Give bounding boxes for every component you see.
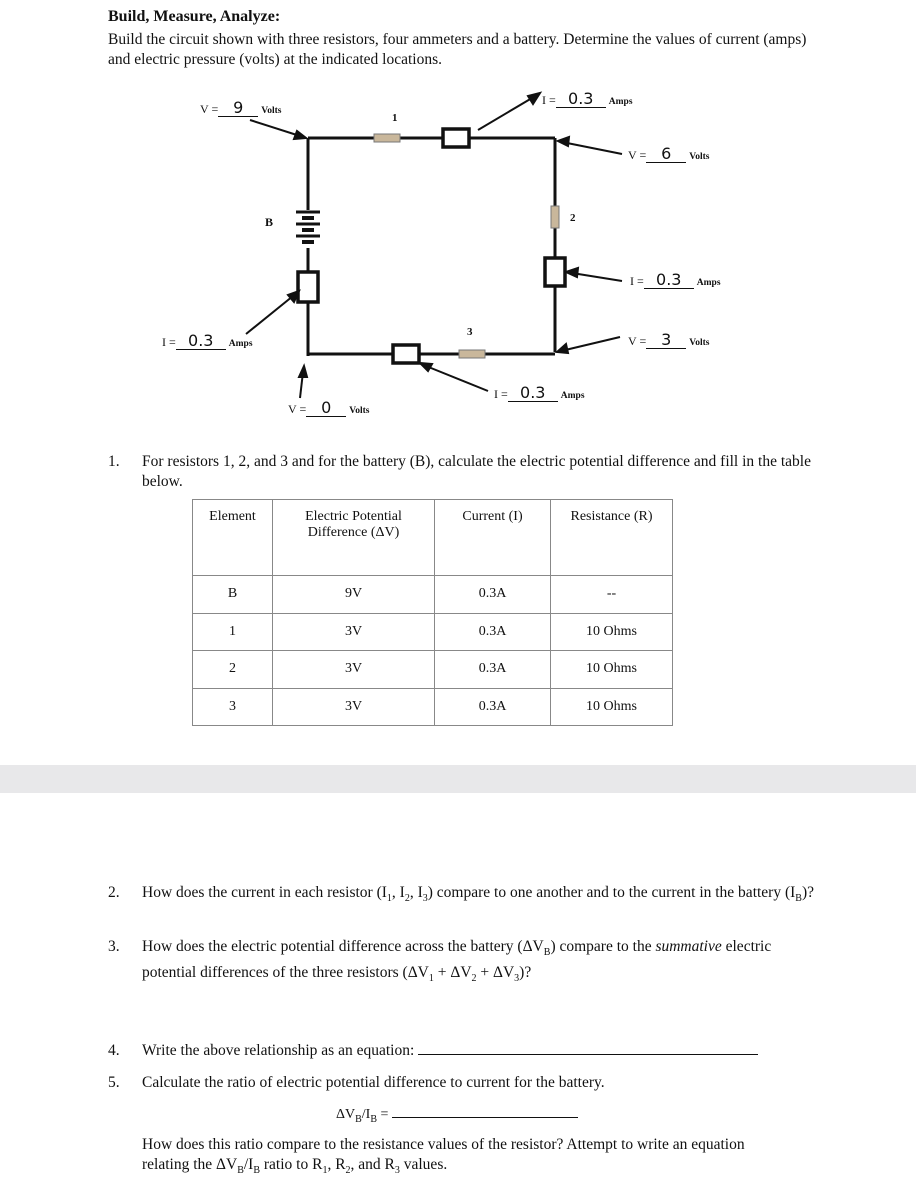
reading-value: 0.3 [508, 385, 558, 402]
reading-value: 0 [306, 400, 346, 417]
question-4 [108, 1041, 828, 1063]
reading-unit: Amps [560, 391, 585, 401]
reading-i-right-mid [630, 272, 721, 289]
table-row [193, 651, 673, 689]
circuit-diagram [0, 0, 916, 440]
table-cell: 2 [193, 651, 273, 689]
reading-i-top-right [542, 91, 633, 108]
reading-v-right-lower [628, 332, 709, 349]
question-number: 3. [108, 938, 120, 955]
probe-arrow-i-bottom [426, 366, 488, 391]
table-row [193, 576, 673, 614]
probe-arrow-v-right-upper [562, 142, 622, 154]
worksheet-title: Build, Measure, Analyze: [108, 8, 281, 25]
ratio-equation: $\Delta V_B/I_B$ = [336, 1105, 636, 1127]
reading-prefix: I = [162, 335, 176, 349]
reading-value: 0.3 [556, 91, 606, 108]
page-divider [0, 765, 916, 793]
probe-arrow-i-right-mid [572, 273, 622, 281]
table-cell: 3V [273, 613, 435, 651]
question-text: For resistors 1, 2, and 3 and for the battery (B), calculate the electric potential difference and fill in the table below. [142, 453, 811, 490]
table-cell: 0.3A [435, 688, 551, 726]
table-cell: 10 Ohms [551, 651, 673, 689]
resistor-3-label: 3 [467, 326, 473, 338]
table-cell: 0.3A [435, 576, 551, 614]
resistor-1 [374, 134, 400, 142]
reading-v-bottom-left [288, 400, 369, 417]
question-number: 2. [108, 884, 120, 901]
ammeter-bottom [393, 345, 419, 363]
probe-arrow-i-top-right [478, 98, 532, 130]
reading-unit: Amps [608, 97, 633, 107]
table-cell: 1 [193, 613, 273, 651]
resistor-1-label: 1 [392, 112, 398, 124]
probe-arrow-v-top-left [250, 120, 300, 136]
table-row [193, 613, 673, 651]
question-number: 1. [108, 453, 120, 470]
reading-prefix: V = [200, 102, 219, 116]
question-text: Write the above relationship as an equation: [142, 1041, 822, 1061]
probe-arrow-v-right-lower [561, 337, 620, 351]
reading-value: 3 [646, 332, 686, 349]
reading-value: 0.3 [176, 333, 226, 350]
reading-i-bottom [494, 385, 585, 402]
reading-v-top-left [200, 100, 281, 117]
question-number: 4. [108, 1042, 120, 1059]
question-2 [108, 883, 828, 927]
resistor-2-label: 2 [570, 212, 576, 224]
table-cell: 0.3A [435, 613, 551, 651]
table-cell: 9V [273, 576, 435, 614]
table-cell: 10 Ohms [551, 613, 673, 651]
question-5 [108, 1073, 828, 1095]
results-table [192, 499, 673, 726]
ammeter-right [545, 258, 565, 286]
reading-unit: Amps [696, 278, 721, 288]
table-cell: B [193, 576, 273, 614]
question-text: How does the electric potential difference across the battery $(\Delta V_B)$ compare to the summative electric potential differences of the three resistors $(\Delta V_1 + \Delta V_2 + \Delta V_3)$? [142, 938, 772, 985]
table-cell: 3 [193, 688, 273, 726]
header-resistance: Resistance (R) [551, 500, 673, 576]
table-cell: 3V [273, 688, 435, 726]
reading-v-right-upper [628, 146, 709, 163]
answer-blank[interactable] [418, 1054, 758, 1055]
question-text: How does the current in each resistor ($I_1$, $I_2$, $I_3$) compare to one another and to the current in the battery $(I_B)$? [142, 884, 815, 905]
header-potential-difference: Electric Potential Difference (ΔV) [273, 500, 435, 576]
reading-prefix: V = [628, 148, 647, 162]
reading-value: 0.3 [644, 272, 694, 289]
reading-unit: Volts [689, 338, 710, 348]
reading-unit: Amps [228, 339, 253, 349]
resistor-2 [551, 206, 559, 228]
worksheet-intro: Build the circuit shown with three resistors, four ammeters and a battery. Determine the values of current (amps) and electric pressure (volts) at the indicated locations. [108, 31, 807, 68]
reading-i-left [162, 333, 253, 350]
reading-value: 6 [646, 146, 686, 163]
table-cell: -- [551, 576, 673, 614]
reading-prefix: V = [288, 402, 307, 416]
question-number: 5. [108, 1074, 120, 1091]
battery-symbol [296, 212, 320, 242]
ratio-answer-blank[interactable] [392, 1117, 578, 1118]
table-row [193, 688, 673, 726]
resistor-3 [459, 350, 485, 358]
reading-prefix: V = [628, 334, 647, 348]
question-3 [108, 937, 828, 985]
ammeter-left [298, 272, 318, 302]
question-5-followup: How does this ratio compare to the resistance values of the resistor? Attempt to write an equation relating the $\Delta V_B/I_B$ ratio to $R_1$, $R_2$, and $R_3$ values. [142, 1136, 745, 1177]
ammeter-top [443, 129, 469, 147]
question-1 [108, 452, 828, 496]
question-text: Calculate the ratio of electric potential difference to current for the battery. [142, 1074, 605, 1091]
reading-unit: Volts [261, 106, 282, 116]
reading-prefix: I = [494, 387, 508, 401]
reading-unit: Volts [689, 152, 710, 162]
reading-unit: Volts [349, 406, 370, 416]
probe-arrow-i-left [246, 296, 293, 334]
table-cell: 10 Ohms [551, 688, 673, 726]
table-cell: 0.3A [435, 651, 551, 689]
reading-prefix: I = [542, 93, 556, 107]
reading-prefix: I = [630, 274, 644, 288]
table-header-row [193, 500, 673, 576]
reading-value: 9 [218, 100, 258, 117]
table-cell: 3V [273, 651, 435, 689]
battery-label: B [265, 215, 274, 229]
header-current: Current (I) [435, 500, 551, 576]
header-element: Element [193, 500, 273, 576]
